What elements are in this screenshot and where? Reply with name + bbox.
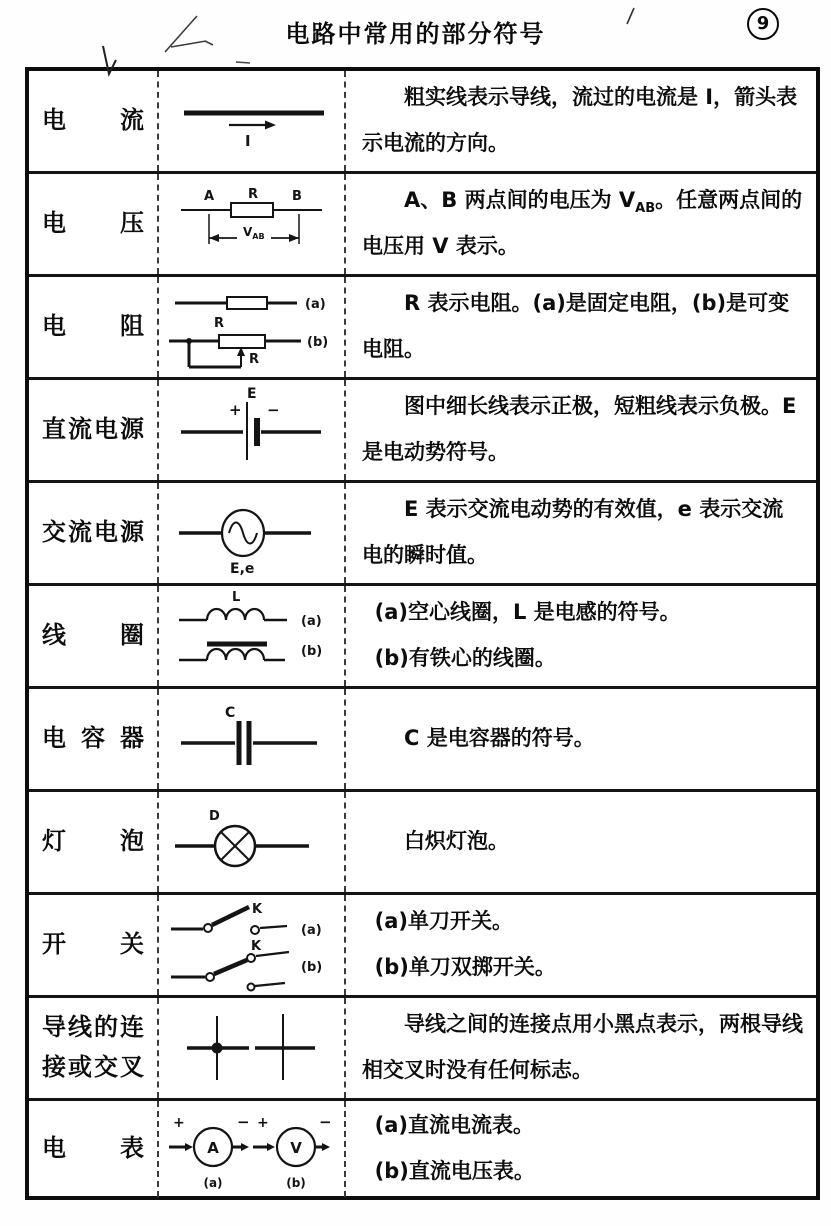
row-label: 电容器 [42,724,144,753]
ammeter-plus: + [173,1115,185,1131]
row-dc-source [29,380,816,483]
row-description-line-a: (a)直流电流表。 [374,1113,534,1138]
row-label: 灯泡 [42,827,144,856]
bulb-symbol [159,794,344,890]
node-b-label: B [292,189,302,204]
tag-a: (a) [203,1176,223,1190]
fixed-resistor-r: R [214,316,225,331]
row-description-line-b: (b)直流电压表。 [374,1159,535,1183]
voltage-symbol [159,176,344,272]
row-label: 电阻 [42,312,144,341]
voltmeter-plus: + [257,1115,269,1131]
page-header [0,14,831,49]
resistor-symbol [159,279,344,375]
row-description: 图中细长线表示正极，短粗线表示负极。E 是电动势符号。 [362,394,797,464]
voltmeter-minus: − [319,1113,332,1131]
current-label-i: I [245,132,251,150]
minus-sign: − [267,401,280,419]
row-label: 交流电源 [42,518,144,547]
variable-resistor-r: R [249,352,260,367]
current-symbol [159,73,344,169]
meter-symbols [159,1101,344,1197]
row-coil [29,586,816,689]
ac-source-symbol [159,485,344,581]
row-description-line-a: (a)空心线圈，L 是电感的符号。 [374,600,681,625]
page-title: 电路中常用的部分符号 [285,20,546,48]
row-description-line-b: (b)单刀双掷开关。 [374,955,556,979]
row-label: 电流 [42,106,144,135]
inductance-label: L [232,590,241,605]
row-label: 电压 [42,209,144,238]
switch-symbol [159,897,344,993]
inductor-symbol [159,588,344,684]
row-meter [29,1101,816,1197]
bulb-label: D [209,809,220,824]
row-capacitor [29,689,816,792]
tag-b: (b) [301,644,323,659]
row-label: 导线的连接或交叉 [42,1013,144,1081]
row-resistor [29,277,816,380]
row-current [29,71,816,174]
node-a-label: A [204,189,215,204]
vab-label: $V_{AB}$ [243,225,265,241]
capacitor-symbol [159,691,344,787]
voltmeter-v-label: V [290,1139,302,1157]
switch-b-k-label: K [251,939,262,954]
emf-label: E [247,386,257,402]
switch-a-k-label: K [252,902,263,917]
row-description: A、B 两点间的电压为 $V_{AB}$。任意两点间的电压用 V 表示。 [362,188,803,258]
tag-a: (a) [301,923,322,938]
row-description: C 是电容器的符号。 [404,726,595,751]
row-label: 开关 [42,930,144,959]
row-label: 直流电源 [42,415,144,444]
tag-a: (a) [305,297,326,312]
tag-b: (b) [286,1176,306,1190]
tag-b: (b) [301,960,323,975]
row-description: 粗实线表示导线，流过的电流是 I，箭头表示电流的方向。 [362,85,798,155]
row-label: 线圈 [42,621,144,650]
emf-instant-label: E,e [230,561,255,577]
row-description: 白炽灯泡。 [404,829,509,854]
row-description-line-b: (b)有铁心的线圈。 [374,646,556,670]
row-description-line-a: (a)单刀开关。 [374,909,513,934]
battery-symbol [159,382,344,478]
symbol-table [25,67,820,1200]
row-description: 导线之间的连接点用小黑点表示，两根导线相交叉时没有任何标志。 [362,1012,803,1082]
tag-a: (a) [301,614,322,629]
small-smudge [236,62,250,63]
row-description: E 表示交流电动势的有效值，e 表示交流电的瞬时值。 [362,497,784,567]
row-wire-junction [29,998,816,1101]
row-description: R 表示电阻。(a)是固定电阻，(b)是可变电阻。 [362,291,790,361]
resistor-label: R [248,187,259,202]
junction-cross-symbol [159,1000,344,1096]
page-number-badge: 9 [747,8,779,40]
tag-b: (b) [307,335,329,350]
row-voltage [29,174,816,277]
row-bulb [29,792,816,895]
row-label: 电表 [42,1134,144,1163]
capacitance-label: C [225,705,236,721]
row-switch [29,895,816,998]
row-ac-source [29,483,816,586]
ammeter-a-label: A [207,1139,219,1157]
ammeter-minus: − [237,1113,250,1131]
plus-sign: + [229,401,242,419]
